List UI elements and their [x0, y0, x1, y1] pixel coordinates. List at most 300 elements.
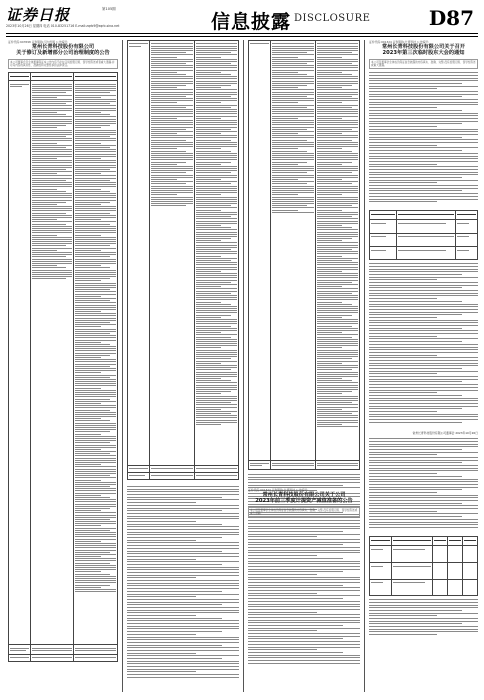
text-line [75, 379, 116, 380]
text-line [75, 215, 116, 216]
text-line [196, 172, 231, 173]
text-line [196, 339, 237, 340]
text-line [196, 363, 222, 364]
text-line [369, 392, 437, 393]
text-line [369, 376, 478, 377]
text-line [196, 157, 237, 158]
announcement-title: 常州长青科技股份有限公司关于公司 [262, 492, 346, 498]
text-line [75, 657, 116, 658]
text-line [151, 190, 192, 191]
text-line [272, 205, 307, 206]
text-line [196, 227, 231, 228]
text-line [369, 282, 478, 283]
text-line [196, 337, 231, 338]
text-line [32, 132, 73, 133]
text-line [369, 395, 462, 396]
text-line [196, 199, 237, 200]
text-line [75, 154, 116, 155]
text-line [369, 287, 462, 288]
text-line [369, 78, 478, 79]
text-line [151, 157, 192, 158]
text-line [248, 644, 360, 645]
text-line [75, 320, 116, 321]
text-line [369, 320, 478, 321]
text-line [272, 133, 298, 134]
text-line [369, 390, 478, 391]
text-line [196, 387, 237, 388]
text-line [272, 111, 313, 112]
text-line [272, 197, 313, 198]
text-line [196, 131, 237, 132]
text-line [272, 48, 313, 49]
text-line [272, 76, 313, 77]
text-line [75, 480, 100, 481]
text-line [32, 224, 67, 225]
text-line [32, 130, 73, 131]
column-divider [122, 40, 123, 692]
text-line [32, 650, 73, 651]
text-line [272, 183, 307, 184]
text-line [127, 604, 222, 605]
text-line [248, 563, 360, 564]
text-line [75, 322, 110, 323]
text-line [196, 374, 237, 375]
text-line [196, 295, 237, 296]
text-line [151, 468, 192, 469]
text-line [32, 272, 73, 273]
text-line [196, 369, 231, 370]
text-line [369, 631, 478, 632]
text-line [75, 224, 110, 225]
text-line [369, 607, 478, 608]
text-line [75, 377, 110, 378]
text-line [272, 43, 313, 44]
text-line [272, 159, 313, 160]
section-title: 信息披露 [211, 11, 292, 33]
text-line [75, 180, 110, 181]
text-line [75, 230, 116, 231]
text-line [196, 72, 222, 73]
text-line [151, 166, 192, 167]
text-line [127, 615, 196, 616]
text-line [196, 229, 237, 230]
text-line [196, 376, 237, 377]
text-line [369, 621, 478, 622]
text-line [32, 270, 73, 271]
text-line [248, 558, 343, 559]
text-line [317, 391, 352, 392]
body-text [369, 599, 478, 639]
text-line [32, 186, 73, 187]
text-line [369, 465, 478, 466]
text-line [196, 380, 231, 381]
text-line [196, 129, 231, 130]
text-line [127, 524, 222, 525]
text-line [272, 212, 313, 213]
text-line [75, 504, 116, 505]
text-line [317, 227, 352, 228]
text-line [248, 526, 360, 527]
text-line [32, 267, 67, 268]
text-line [151, 48, 192, 49]
text-line [127, 577, 196, 578]
text-line [127, 534, 239, 535]
text-line [317, 326, 352, 327]
text-line [151, 144, 192, 145]
text-line [75, 447, 116, 448]
text-line [369, 72, 478, 73]
text-line [32, 169, 67, 170]
text-line [248, 649, 317, 650]
text-line [272, 59, 313, 60]
text-line [127, 637, 239, 638]
text-line [317, 293, 352, 294]
text-line [317, 135, 358, 136]
text-line [317, 240, 343, 241]
text-line [317, 400, 358, 401]
text-line [75, 88, 116, 89]
text-line [32, 143, 57, 144]
text-line [369, 336, 437, 337]
text-line [196, 330, 237, 331]
text-line [75, 241, 116, 242]
text-line [196, 245, 237, 246]
text-line [369, 110, 462, 111]
text-line [196, 67, 237, 68]
text-line [75, 289, 110, 290]
text-line [369, 193, 478, 194]
text-line [196, 323, 237, 324]
text-line [75, 270, 116, 271]
text-line [196, 424, 222, 425]
text-line [317, 76, 358, 77]
text-line [32, 156, 73, 157]
text-line [317, 291, 358, 292]
announcement-title: 关于修订及新增部分公司治理制度的公告 [16, 50, 110, 57]
text-line [32, 84, 73, 85]
text-line [196, 221, 237, 222]
text-line [151, 194, 177, 195]
text-line [317, 422, 358, 423]
text-line [317, 212, 358, 213]
text-line [75, 390, 116, 391]
text-line [151, 148, 177, 149]
text-line [75, 337, 116, 338]
text-line [317, 426, 358, 427]
text-line [272, 157, 313, 158]
text-line [272, 194, 298, 195]
text-line [369, 344, 478, 345]
text-line [75, 401, 116, 402]
text-line [317, 186, 358, 187]
text-line [196, 105, 237, 106]
text-line [127, 653, 196, 654]
text-line [272, 118, 298, 119]
text-line [272, 179, 298, 180]
disclaimer-box: 本公司及董事会全体成员保证信息披露的内容真实、准确、完整,没有虚假记载、误导性陈述或重大遗漏。 [248, 507, 360, 517]
text-line [248, 622, 360, 623]
text-line [369, 489, 462, 490]
text-line [75, 307, 116, 308]
text-line [127, 529, 239, 530]
text-line [75, 585, 110, 586]
text-line [196, 218, 237, 219]
text-line [369, 134, 478, 135]
text-line [317, 361, 358, 362]
text-line [369, 387, 478, 388]
text-line [196, 417, 237, 418]
text-line [196, 183, 231, 184]
announcement-3 [248, 488, 360, 692]
text-line [369, 188, 478, 189]
text-line [317, 323, 358, 324]
text-line [75, 200, 116, 201]
text-line [317, 404, 358, 405]
text-line [75, 510, 100, 511]
text-line [317, 89, 358, 90]
text-line [369, 365, 478, 366]
issue-number: 第105期 [102, 7, 116, 11]
text-line [75, 392, 116, 393]
text-line [317, 221, 358, 222]
revision-table-continued [248, 40, 360, 470]
text-line [75, 248, 116, 249]
text-line [317, 177, 358, 178]
text-line [317, 48, 358, 49]
text-line [317, 385, 358, 386]
text-line [196, 391, 231, 392]
text-line [317, 197, 358, 198]
text-line [317, 74, 352, 75]
text-line [75, 554, 116, 555]
text-line [196, 151, 231, 152]
text-line [317, 321, 358, 322]
text-line [317, 50, 358, 51]
text-line [317, 146, 358, 147]
text-line [151, 87, 177, 88]
text-line [151, 92, 192, 93]
text-line [369, 462, 462, 463]
text-line [32, 162, 73, 163]
text-line [196, 197, 237, 198]
text-line [127, 486, 239, 487]
text-line [369, 161, 478, 162]
text-line [369, 274, 462, 275]
text-line [196, 293, 231, 294]
masthead-subinfo: 2023年10月26日 星期四 电话 010-83251716 E-mail:zqrb9@zqrb.sina.net [6, 24, 120, 28]
text-line [75, 407, 116, 408]
text-line [317, 334, 358, 335]
text-line [75, 331, 116, 332]
text-line [196, 155, 237, 156]
text-line [75, 123, 116, 124]
text-line [75, 405, 116, 406]
text-line [127, 489, 239, 490]
text-line [369, 295, 478, 296]
text-line [369, 102, 478, 103]
text-line [75, 560, 116, 561]
text-line [369, 137, 462, 138]
text-line [196, 291, 237, 292]
text-line [151, 183, 186, 184]
text-line [32, 261, 73, 262]
text-line [75, 438, 116, 439]
text-line [151, 205, 186, 206]
text-line [196, 253, 237, 254]
text-line [75, 488, 116, 489]
text-line [369, 460, 478, 461]
text-line [317, 315, 352, 316]
text-line [196, 135, 237, 136]
text-line [75, 296, 100, 297]
text-line [75, 202, 110, 203]
text-line [317, 258, 358, 259]
text-line [196, 247, 237, 248]
text-line [75, 364, 116, 365]
text-line [127, 610, 239, 611]
text-line [248, 660, 360, 661]
text-line [196, 354, 237, 355]
text-line [317, 188, 358, 189]
text-line [75, 543, 116, 544]
text-line [196, 168, 237, 169]
text-line [127, 628, 239, 629]
text-line [75, 243, 116, 244]
text-line [75, 473, 116, 474]
text-line [75, 558, 116, 559]
text-line [369, 513, 478, 514]
text-line [317, 218, 358, 219]
text-line [75, 250, 100, 251]
text-line [127, 639, 239, 640]
text-line [317, 63, 352, 64]
text-line [75, 466, 116, 467]
text-line [248, 555, 317, 556]
text-line [151, 81, 192, 82]
text-line [151, 199, 192, 200]
text-line [317, 330, 358, 331]
text-line [75, 576, 116, 577]
text-line [248, 479, 360, 480]
text-line [75, 108, 116, 109]
text-line [196, 407, 237, 408]
text-line [369, 511, 437, 512]
text-line [248, 539, 360, 540]
text-line [75, 315, 116, 316]
text-line [369, 314, 462, 315]
text-line [127, 497, 222, 498]
announcement-header [369, 40, 478, 69]
text-line [196, 280, 237, 281]
text-line [75, 368, 116, 369]
text-line [75, 294, 116, 295]
masthead-rule-thin [6, 36, 478, 37]
text-line [369, 309, 478, 310]
text-line [75, 425, 116, 426]
text-line [369, 484, 478, 485]
text-line [151, 201, 192, 202]
text-line [32, 256, 67, 257]
text-line [196, 367, 237, 368]
text-line [196, 63, 231, 64]
text-line [75, 508, 110, 509]
text-line [369, 190, 462, 191]
text-line [75, 431, 110, 432]
text-line [317, 312, 358, 313]
text-line [369, 613, 478, 614]
text-line [75, 565, 116, 566]
text-line [369, 379, 478, 380]
proxy-form-table [369, 536, 478, 596]
text-line [127, 580, 239, 581]
text-line [127, 602, 239, 603]
text-line [32, 276, 73, 277]
text-line [196, 275, 237, 276]
text-line [75, 539, 116, 540]
text-line [127, 569, 239, 570]
text-line [75, 99, 116, 100]
text-line [369, 368, 462, 369]
text-line [32, 221, 73, 222]
text-line [127, 671, 196, 672]
text-line [272, 146, 313, 147]
text-line [75, 357, 100, 358]
text-line [317, 100, 358, 101]
text-line [272, 210, 298, 211]
text-line [317, 162, 352, 163]
text-line [272, 177, 313, 178]
text-line [75, 313, 116, 314]
text-line [369, 129, 478, 130]
text-line [75, 210, 116, 211]
text-line [75, 175, 116, 176]
text-line [75, 464, 100, 465]
text-line [75, 195, 116, 196]
text-line [196, 411, 237, 412]
text-line [196, 54, 237, 55]
text-line [32, 92, 67, 93]
text-line [196, 396, 237, 397]
text-line [317, 175, 358, 176]
text-line [317, 83, 358, 84]
text-line [248, 566, 360, 567]
text-line [196, 70, 237, 71]
text-line [272, 54, 313, 55]
text-line [151, 43, 192, 44]
text-line [75, 167, 116, 168]
text-line [196, 144, 237, 145]
text-line [75, 541, 100, 542]
text-line [196, 256, 222, 257]
text-line [127, 537, 222, 538]
text-line [272, 131, 313, 132]
text-line [196, 109, 237, 110]
text-line [317, 216, 352, 217]
text-line [248, 657, 360, 658]
text-line [127, 553, 239, 554]
text-line [317, 302, 343, 303]
text-line [272, 89, 313, 90]
text-line [317, 81, 358, 82]
text-line [32, 252, 73, 253]
text-line [369, 107, 437, 108]
text-line [369, 147, 478, 148]
text-line [248, 614, 360, 615]
text-line [196, 137, 237, 138]
text-line [317, 181, 358, 182]
text-line [196, 59, 237, 60]
text-line [369, 118, 478, 119]
